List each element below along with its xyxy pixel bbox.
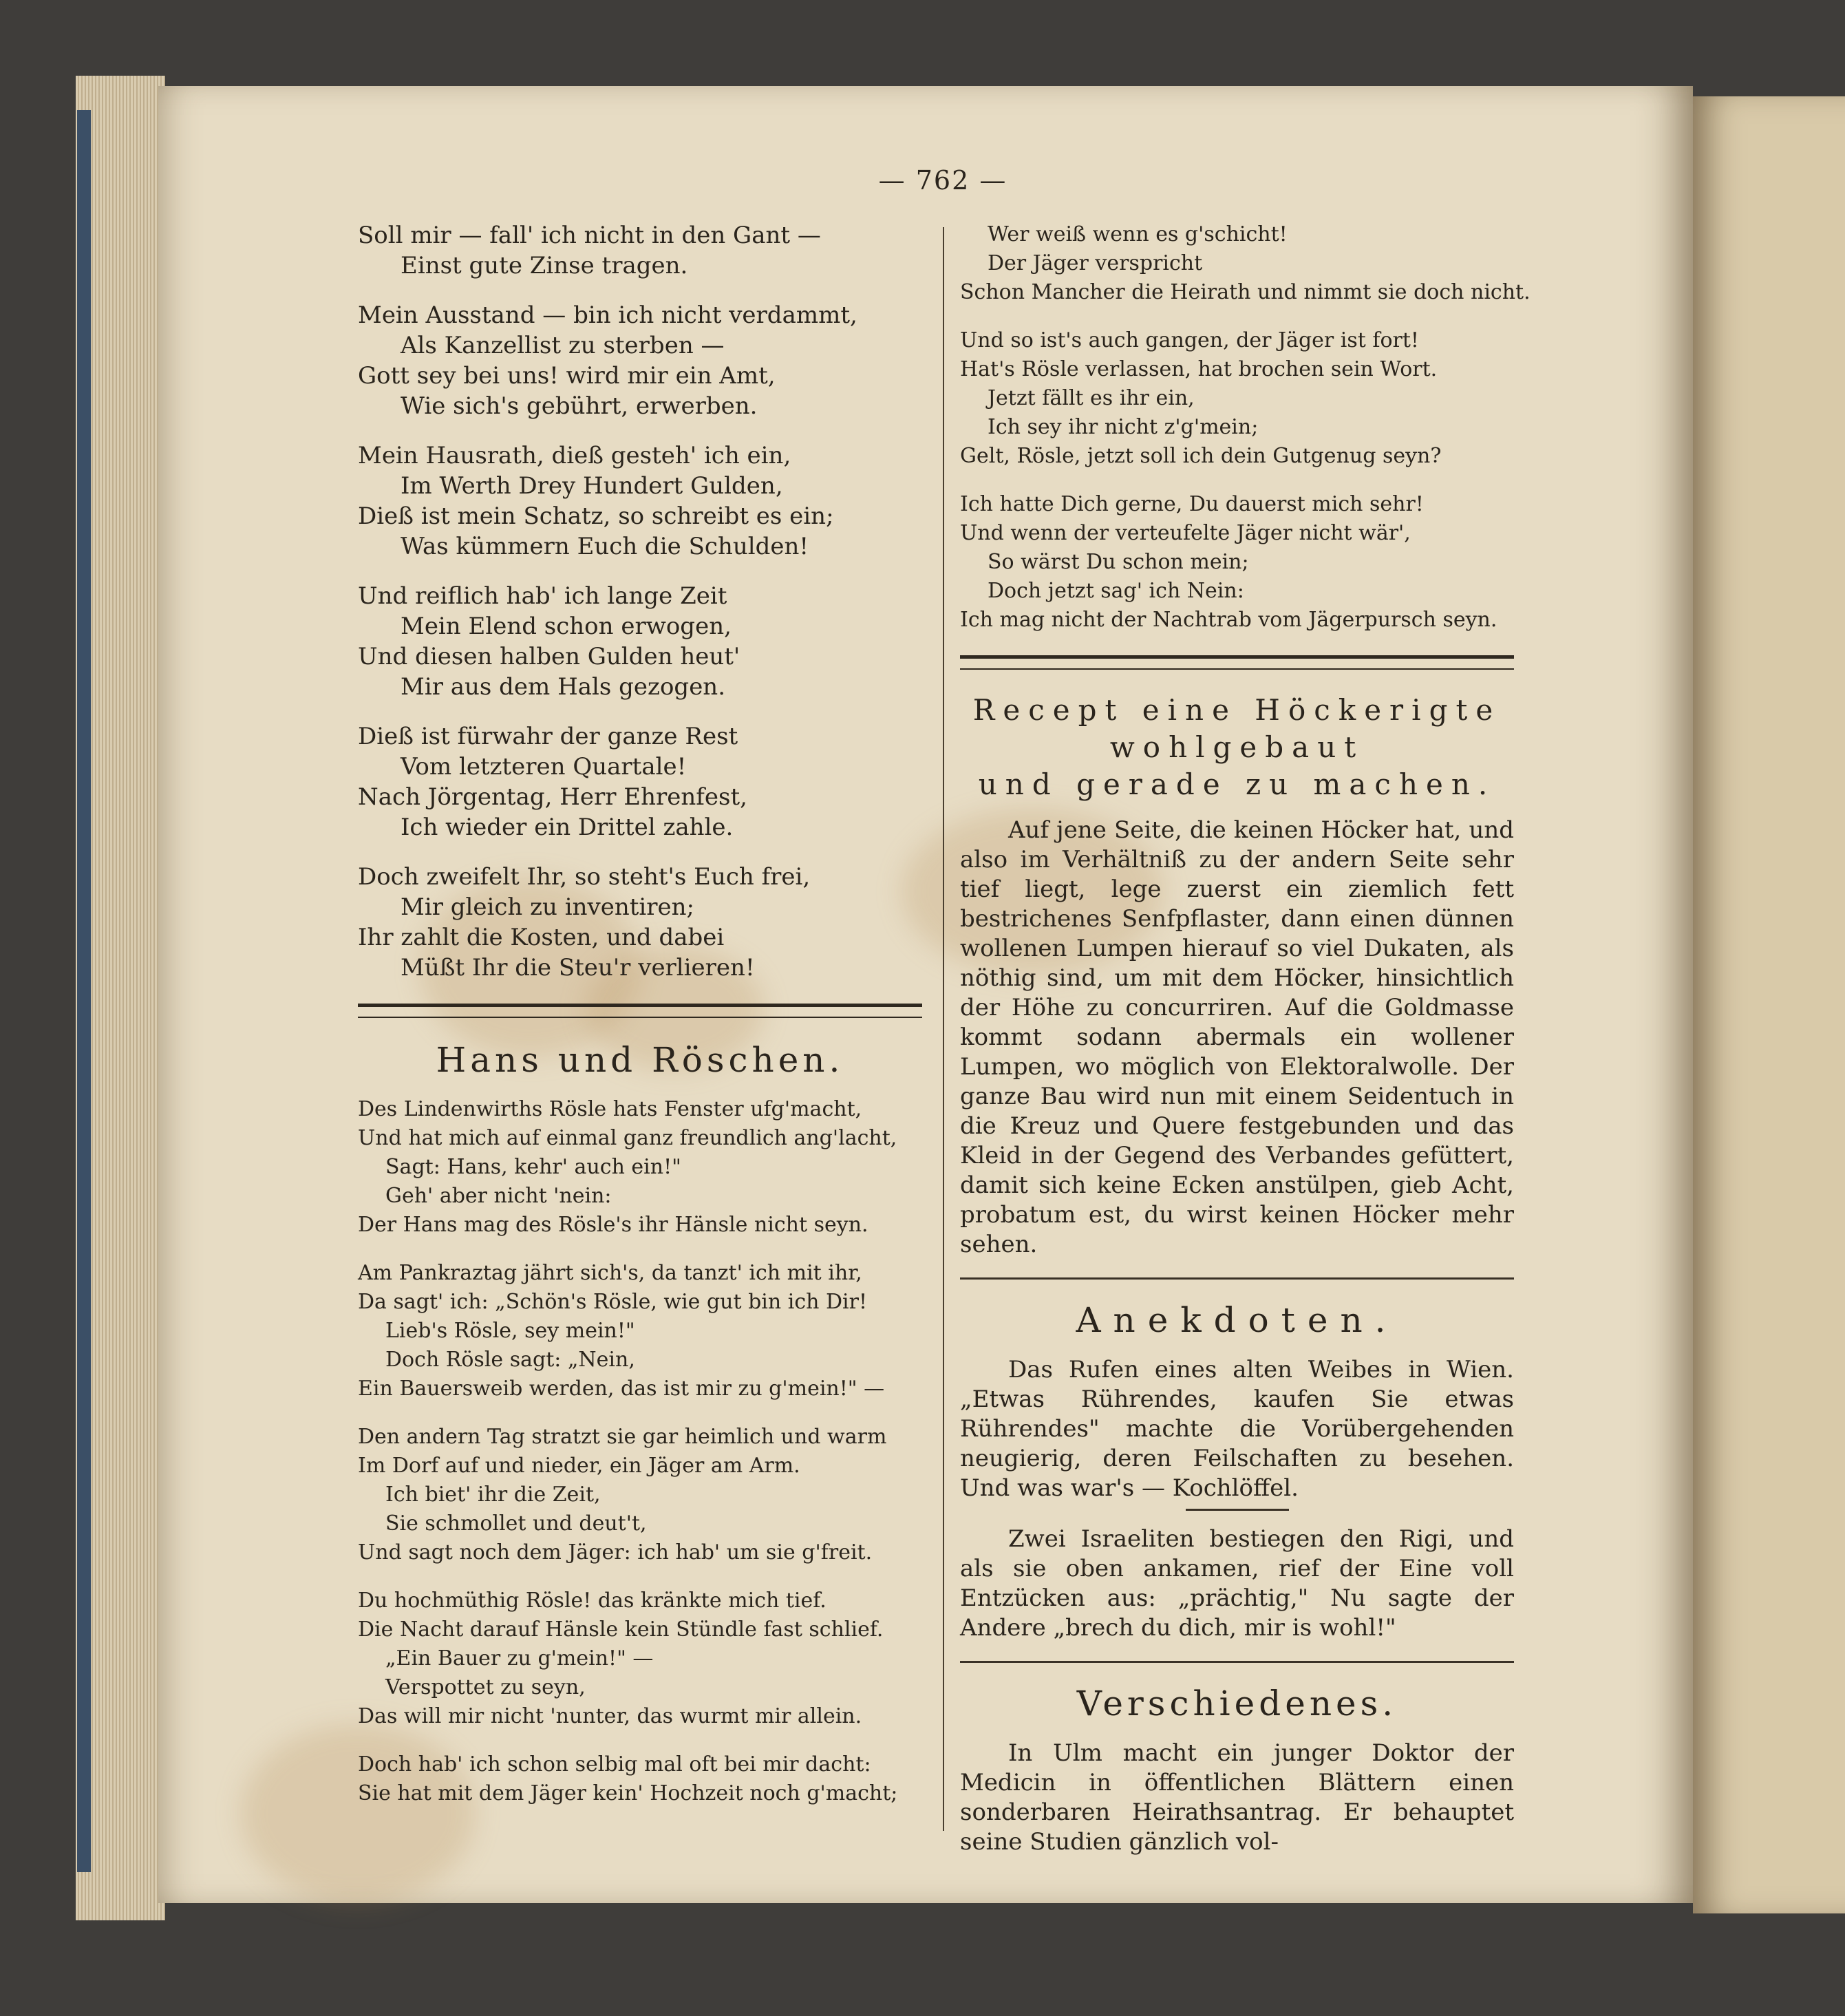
poem-line: Ich wieder ein Drittel zahle. [401,814,734,841]
poem-line: Dieß ist fürwahr der ganze Rest [358,723,738,750]
poem-line: Mir aus dem Hals gezogen. [401,673,726,701]
poem-stanza [358,721,922,842]
poem-line: Dieß ist mein Schatz, so schreibt es ein; [358,502,834,530]
poem-line: Wie sich's gebührt, erwerben. [401,392,758,420]
song-line: Und hat mich auf einmal ganz freundlich ang'lacht, [358,1126,897,1150]
song-line: Da sagt' ich: „Schön's Rösle, wie gut bin ich Dir! [358,1290,868,1314]
verschiedenes-title: Verschiedenes. [1076,1684,1398,1723]
song-line: Sie schmollet und deut't, [385,1511,647,1536]
song-stanza [358,1587,922,1731]
poem-line: Mein Ausstand — bin ich nicht verdammt, [358,301,857,329]
song-line: Ich hatte Dich gerne, Du dauerst mich sehr! [960,492,1424,516]
song-line: Das will mir nicht 'nunter, das wurmt mir allein. [358,1704,862,1728]
song-stanza [960,490,1514,635]
poem-line: Mein Elend schon erwogen, [401,613,732,640]
song-line: Und so ist's auch gangen, der Jäger ist fort! [960,328,1419,352]
poem-line: Mein Hausrath, dieß gesteh' ich ein, [358,442,791,469]
song-line: Sie hat mit dem Jäger kein' Hochzeit noch g'macht; [358,1781,898,1805]
song-line: Der Hans mag des Rösle's ihr Hänsle nicht seyn. [358,1213,868,1237]
song-stanza [960,326,1514,471]
song-stanza [358,1095,922,1240]
verschiedenes-text: In Ulm macht ein junger Doktor der Medicin in öffentlichen Blättern einen sonderbaren Heirathsantrag. Er behauptet seine Studien gänzlich vol- [960,1739,1514,1856]
anekdoten-title: Anekdoten. [1076,1300,1398,1340]
song-line: Geh' aber nicht 'nein: [385,1184,612,1208]
poem-line: Doch zweifelt Ihr, so steht's Euch frei, [358,863,811,891]
song-line: Schon Mancher die Heirath und nimmt sie doch nicht. [960,280,1531,304]
poem-line: Vom letzteren Quartale! [401,753,687,781]
song-line: Am Pankraztag jährt sich's, da tanzt' ich mit ihr, [358,1261,862,1285]
hans-title: Hans und Röschen. [436,1040,844,1080]
song-line: Die Nacht darauf Hänsle kein Stündle fast schlief. [358,1617,884,1642]
song-line: Wer weiß wenn es g'schicht! [988,222,1288,246]
song-stanza [358,1259,922,1403]
song-line: Gelt, Rösle, jetzt soll ich dein Gutgenug seyn? [960,444,1442,468]
recept-title-line: und gerade zu machen. [978,767,1496,801]
poem-stanza [358,220,922,281]
facing-page-edge [1693,96,1845,1913]
poem-line: Nach Jörgentag, Herr Ehrenfest, [358,783,747,811]
song-line: Ein Bauersweib werden, das ist mir zu g'mein!" — [358,1377,885,1401]
song-line: Doch jetzt sag' ich Nein: [988,579,1244,603]
poem-line: Einst gute Zinse tragen. [401,252,688,279]
section-rule [960,655,1514,670]
song-line: Ich biet' ihr die Zeit, [385,1483,601,1507]
poem-line: Müßt Ihr die Steu'r verlieren! [401,954,755,982]
song-line: Verspottet zu seyn, [385,1675,586,1699]
column-divider [943,227,944,1831]
recept-title [960,692,1514,803]
page-number: — 762 — [878,165,1007,195]
song-line: „Ein Bauer zu g'mein!" — [385,1646,654,1670]
poem-line: Gott sey bei uns! wird mir ein Amt, [358,362,776,390]
poem-stanza [358,441,922,562]
poem-line: Was kümmern Euch die Schulden! [401,533,809,560]
song-stanza [358,1423,922,1567]
section-rule [960,1277,1514,1280]
song-line: Und sagt noch dem Jäger: ich hab' um sie g'freit. [358,1540,873,1564]
separator-rule [1186,1509,1289,1511]
poem-line: Mir gleich zu inventiren; [401,893,695,921]
song-line: Du hochmüthig Rösle! das kränkte mich tief. [358,1589,826,1613]
poem-line: Und reiflich hab' ich lange Zeit [358,582,727,610]
anekdote-text: Zwei Israeliten bestiegen den Rigi, und als sie oben ankamen, rief der Eine voll Entzücken aus: „prächtig," Nu sagte der Andere „brech du dich, mir is wohl!" [960,1525,1514,1642]
recept-text: Auf jene Seite, die keinen Höcker hat, und also im Verhältniß zu der andern Seite sehr tief liegt, lege zuerst ein ziemlich fett bestrichenes Senfpflaster, dann einen dünnen wollenen Lumpen hierauf so viel Dukaten, als nöthig sind, um mit dem Höcker, hinsichtlich der Höhe zu concurriren. Auf die Goldmasse kommt sodann abermals ein wollener Lumpen, wo möglich von Elektoralwolle. Der ganze Bau wird nun mit einem Seidentuch in die Kreuz und Quere festgebunden und das Kleid in der Gegend des Verbandes gefüttert, damit sich keine Ecken anstülpen, gieb Acht, probatum est, du wirst keinen Höcker mehr sehen. [960,816,1514,1258]
recept-title-line: Recept eine Höckerigte wohlgebaut [972,693,1502,764]
poem-line: Und diesen halben Gulden heut' [358,643,740,670]
book-cover-edge [77,110,91,1872]
song-line: Doch hab' ich schon selbig mal oft bei mir dacht: [358,1752,871,1776]
poem-stanza [358,581,922,702]
song-line: So wärst Du schon mein; [988,550,1249,574]
poem-line: Ihr zahlt die Kosten, und dabei [358,924,725,951]
song-line: Lieb's Rösle, sey mein!" [385,1319,635,1343]
song-line: Der Jäger verspricht [988,251,1203,275]
song-line: Des Lindenwirths Rösle hats Fenster ufg'macht, [358,1097,862,1121]
song-line: Ich sey ihr nicht z'g'mein; [988,415,1259,439]
song-line: Hat's Rösle verlassen, hat brochen sein Wort. [960,357,1438,381]
section-rule [960,1661,1514,1663]
poem-line: Soll mir — fall' ich nicht in den Gant — [358,222,821,249]
song-line: Im Dorf auf und nieder, ein Jäger am Arm. [358,1454,800,1478]
song-line: Den andern Tag stratzt sie gar heimlich und warm [358,1425,887,1449]
section-rule [358,1004,922,1018]
poem-stanza [358,300,922,421]
poem-line: Im Werth Drey Hundert Gulden, [401,472,783,500]
song-stanza [960,220,1531,307]
anekdote-text: Das Rufen eines alten Weibes in Wien. „Etwas Rührendes, kaufen Sie etwas Rührendes" machte die Vorübergehenden neugierig, deren Feilschaften zu besehen. Und was war's — Kochlöffel. [960,1356,1514,1502]
poem-line: Als Kanzellist zu sterben — [401,332,725,359]
song-line: Doch Rösle sagt: „Nein, [385,1348,635,1372]
poem-stanza [358,862,922,983]
song-stanza [358,1750,922,1808]
song-line: Ich mag nicht der Nachtrab vom Jägerpursch seyn. [960,608,1497,632]
song-line: Sagt: Hans, kehr' auch ein!" [385,1155,681,1179]
song-line: Jetzt fällt es ihr ein, [988,386,1195,410]
right-column [960,220,1531,1857]
left-column [358,220,922,1827]
song-line: Und wenn der verteufelte Jäger nicht wär', [960,521,1411,545]
